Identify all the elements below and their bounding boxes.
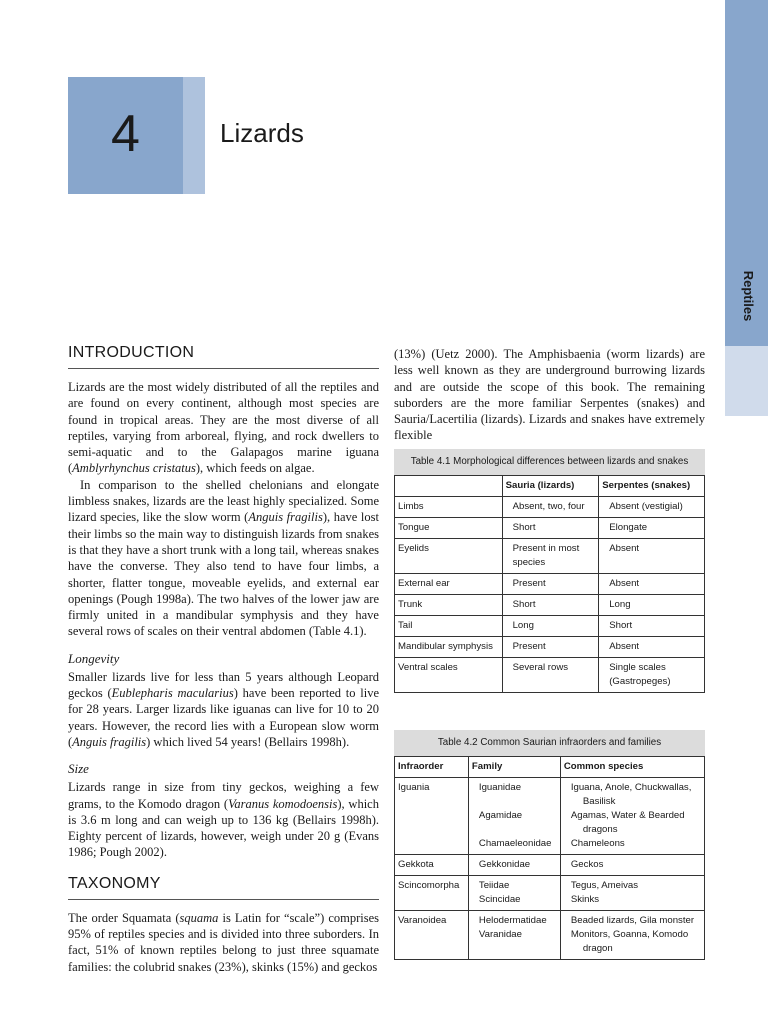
header-cell: Infraorder bbox=[395, 757, 469, 778]
longevity-body: Smaller lizards live for less than 5 years although Leopard geckos (Eublepharis macularius) have been reported to live for 28 years. Larger lizards like iguanas can live for 10 to 20 years. However, the record lies with a European slow worm (Anguis fragilis) which lived 54 years! (Bellairs 1998h). bbox=[68, 669, 380, 749]
heading-rule bbox=[68, 368, 379, 369]
size-heading: Size bbox=[68, 761, 89, 777]
family-name: Varanidae bbox=[478, 929, 522, 940]
introduction-body bbox=[68, 379, 379, 640]
intro-paragraph-1: Lizards are the most widely distributed of all the reptiles and are found on every continent, although most species are found in tropical areas. They are the most diverse of all reptiles, varying from arboreal, flying, and rock dwellers to semi-aquatic and to the Galapagos marine iguana (Amblyrhynchus cristatus), which feeds on algae. bbox=[68, 380, 379, 476]
left-column bbox=[68, 344, 379, 975]
table-row bbox=[395, 778, 705, 855]
table-cell: Short bbox=[502, 595, 599, 616]
header-cell bbox=[395, 476, 503, 497]
family-cell bbox=[468, 911, 560, 960]
table-cell: Single scales (Gastropeges) bbox=[599, 658, 705, 693]
table-cell: Present in most species bbox=[502, 539, 599, 574]
table-cell: Trunk bbox=[395, 595, 503, 616]
table-cell: Absent bbox=[599, 539, 705, 574]
longevity-heading: Longevity bbox=[68, 650, 120, 666]
introduction-heading: INTRODUCTION bbox=[68, 344, 195, 361]
table-cell: Mandibular symphysis bbox=[395, 637, 503, 658]
family-name: Chamaeleonidae bbox=[478, 838, 552, 849]
table-cell: Long bbox=[599, 595, 705, 616]
table-row bbox=[395, 497, 705, 518]
chapter-box-accent bbox=[183, 77, 205, 194]
table-4-2 bbox=[394, 730, 705, 960]
table-row bbox=[395, 658, 705, 693]
species-cell bbox=[560, 876, 704, 911]
table-row bbox=[395, 595, 705, 616]
table-4-1 bbox=[394, 449, 705, 693]
table-row bbox=[395, 539, 705, 574]
species-name: Monitors, Goanna, Komodo dragon bbox=[570, 929, 689, 954]
species-name: Tegus, Ameivas bbox=[570, 880, 639, 891]
species-cell bbox=[560, 778, 704, 855]
species-name: Skinks bbox=[570, 894, 600, 905]
family-name: Scincidae bbox=[478, 894, 521, 905]
table-cell: Present bbox=[502, 637, 599, 658]
infraorder-cell: Scincomorpha bbox=[395, 876, 469, 911]
size-body: Lizards range in size from tiny geckos, weighing a few grams, to the Komodo dragon (Varanus komodoensis), which is 3.6 m long and can weigh up to 136 kg (Bellairs 1998h). Eighty percent of lizards, however, weigh under 20 g (Evans 1986; Pough 2002). bbox=[68, 780, 379, 860]
table-cell: Absent (vestigial) bbox=[599, 497, 705, 518]
table-cell: Tail bbox=[395, 616, 503, 637]
table-row bbox=[395, 876, 705, 911]
chapter-number: 4 bbox=[111, 105, 140, 163]
species-cell bbox=[560, 911, 704, 960]
table-cell: Short bbox=[502, 518, 599, 539]
morphology-table bbox=[394, 475, 705, 693]
table-row bbox=[395, 518, 705, 539]
table-cell: Elongate bbox=[599, 518, 705, 539]
family-cell bbox=[468, 778, 560, 855]
family-name: Agamidae bbox=[478, 810, 523, 821]
intro-paragraph-2: In comparison to the shelled chelonians and elongate limbless snakes, lizards are the least highly specialized. Some lizard species, like the slow worm (Anguis fragilis), have lost their limbs so the main way to distinguish lizards from snakes is that they have a short trunk with a long tail, whereas snakes have the converse. They also tend to have four limbs, a shorter, flatter tongue, moveable eyelids, and external ear openings (Pough 1998a). The two halves of the lower jaw are firmly united in a mandibular symphysis and they have several rows of scales on their ventral abdomen (Table 4.1). bbox=[68, 477, 379, 639]
table-cell: Absent, two, four bbox=[502, 497, 599, 518]
family-cell bbox=[468, 876, 560, 911]
header-cell: Sauria (lizards) bbox=[502, 476, 599, 497]
header-cell: Serpentes (snakes) bbox=[599, 476, 705, 497]
side-tab-accent bbox=[725, 346, 768, 416]
taxonomy-body: The order Squamata (squama is Latin for “scale”) comprises 95% of reptiles species and is divided into three suborders. In fact, 51% of known reptiles belong to just three squamate families: the colubrid snakes (23%), skinks (15%) and geckos bbox=[68, 910, 380, 974]
family-name: Iguanidae bbox=[478, 782, 522, 793]
table-cell: Several rows bbox=[502, 658, 599, 693]
side-tab-label: Reptiles bbox=[741, 270, 756, 322]
table-cell: Short bbox=[599, 616, 705, 637]
table-row bbox=[395, 616, 705, 637]
table-row bbox=[395, 637, 705, 658]
table-cell: Present bbox=[502, 574, 599, 595]
table-cell: Tongue bbox=[395, 518, 503, 539]
family-name: Gekkonidae bbox=[478, 859, 531, 870]
family-name: Teiidae bbox=[478, 880, 510, 891]
infraorder-cell: Varanoidea bbox=[395, 911, 469, 960]
table-cell: Absent bbox=[599, 637, 705, 658]
table-row bbox=[395, 911, 705, 960]
infraorder-table bbox=[394, 756, 705, 960]
header-cell: Common species bbox=[560, 757, 704, 778]
table-row bbox=[395, 855, 705, 876]
infraorder-cell: Gekkota bbox=[395, 855, 469, 876]
species-name: Beaded lizards, Gila monster bbox=[570, 915, 695, 926]
taxonomy-heading: TAXONOMY bbox=[68, 874, 161, 892]
species-name: Geckos bbox=[570, 859, 604, 870]
right-column-text: (13%) (Uetz 2000). The Amphisbaenia (worm lizards) are less well known as they are underground burrowing lizards and are outside the scope of this book. The remaining suborders are the more familiar Serpentes (snakes) and Sauria/Lacertilia (lizards). Lizards and snakes have extremely flexible bbox=[394, 347, 705, 443]
table-cell: External ear bbox=[395, 574, 503, 595]
infraorder-cell: Iguania bbox=[395, 778, 469, 855]
chapter-title: Lizards bbox=[220, 118, 304, 148]
table-header-row bbox=[395, 757, 705, 778]
table-cell: Ventral scales bbox=[395, 658, 503, 693]
family-name: Helodermatidae bbox=[478, 915, 547, 926]
table-row bbox=[395, 574, 705, 595]
table-caption: Table 4.2 Common Saurian infraorders and families bbox=[394, 730, 705, 756]
species-name: Iguana, Anole, Chuckwallas, Basilisk bbox=[570, 782, 692, 807]
table-caption: Table 4.1 Morphological differences between lizards and snakes bbox=[394, 449, 705, 475]
table-cell: Absent bbox=[599, 574, 705, 595]
species-name: Agamas, Water & Bearded dragons bbox=[570, 810, 685, 835]
table-header-row bbox=[395, 476, 705, 497]
heading-rule bbox=[68, 899, 379, 900]
table-cell: Long bbox=[502, 616, 599, 637]
species-cell bbox=[560, 855, 704, 876]
table-cell: Limbs bbox=[395, 497, 503, 518]
header-cell: Family bbox=[468, 757, 560, 778]
family-cell bbox=[468, 855, 560, 876]
table-cell: Eyelids bbox=[395, 539, 503, 574]
species-name: Chameleons bbox=[570, 838, 625, 849]
